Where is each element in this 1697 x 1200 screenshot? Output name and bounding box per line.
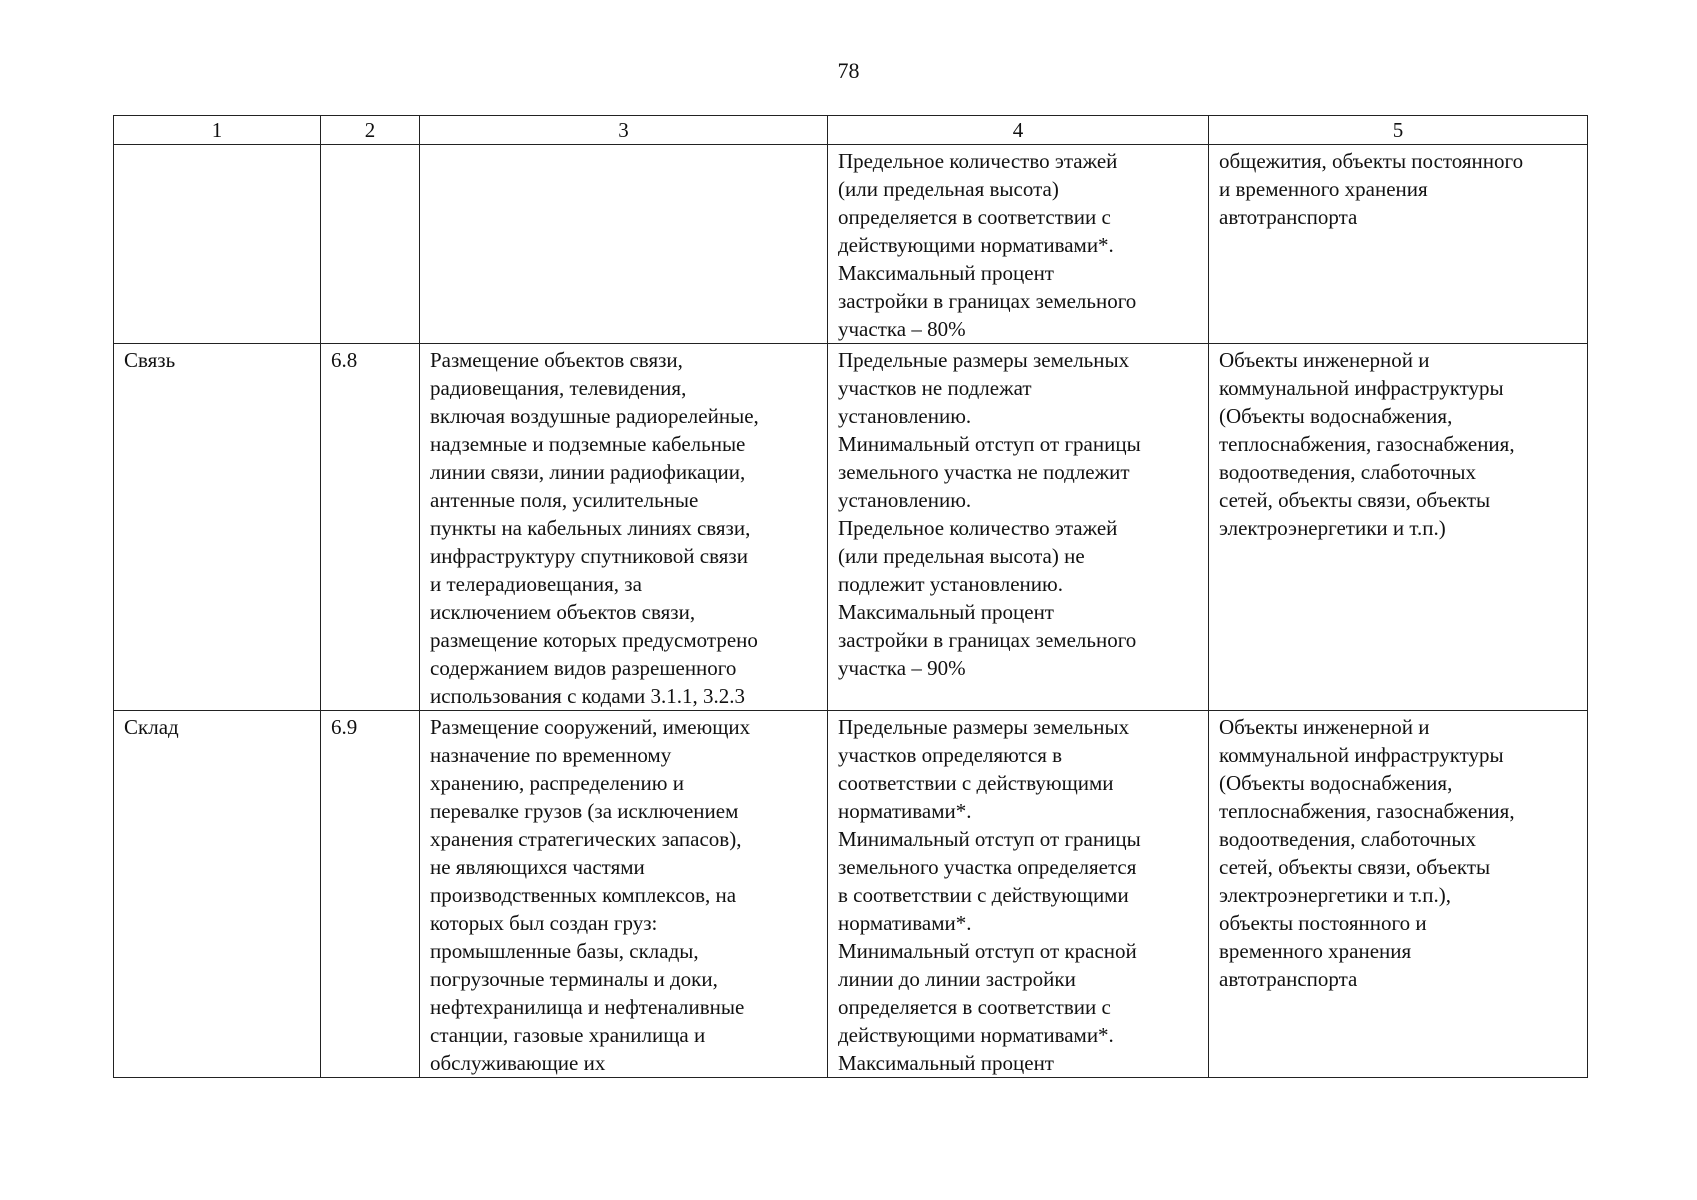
use-name: Склад	[124, 715, 179, 739]
table-header-row	[114, 116, 1588, 145]
use-name: Связь	[124, 348, 176, 372]
use-code-cell	[321, 344, 420, 711]
table-row	[114, 145, 1588, 344]
auxiliary-uses-cell	[1209, 344, 1588, 711]
table-row	[114, 344, 1588, 711]
parameters-text: Предельные размеры земельных участков не подлежат установлению. Минимальный отступ от границы земельного участка не подлежит установлению. Предельное количество этажей (или предельная высота) не подлежит установлению. Максимальный процент застройки в границах земельного участка – 90%	[838, 348, 1141, 680]
column-header-5: 5	[1209, 116, 1588, 145]
parameters-text: Предельные размеры земельных участков определяются в соответствии с действующими нормативами*. Минимальный отступ от границы земельного участка определяется в соответствии с действующими нормативами*. Минимальный отступ от красной линии до линии застройки определяется в соответствии с действующими нормативами*. Максимальный процент	[838, 715, 1141, 1075]
parameters-text: Предельное количество этажей (или предельная высота) определяется в соответствии с действующими нормативами*. Максимальный процент застройки в границах земельного участка – 80%	[838, 149, 1137, 341]
use-code: 6.9	[331, 715, 358, 739]
column-header-1: 1	[114, 116, 321, 145]
auxiliary-uses-cell	[1209, 145, 1588, 344]
page-number: 78	[837, 58, 860, 83]
auxiliary-uses-text: общежития, объекты постоянного и временного хранения автотранспорта	[1219, 149, 1524, 229]
use-name-cell	[114, 344, 321, 711]
parameters-cell	[828, 344, 1209, 711]
column-header-4: 4	[828, 116, 1209, 145]
use-description-cell	[420, 711, 828, 1078]
land-use-table	[113, 115, 1588, 1078]
column-header-2: 2	[321, 116, 420, 145]
use-name-cell	[114, 711, 321, 1078]
parameters-cell	[828, 145, 1209, 344]
use-description-cell	[420, 344, 828, 711]
auxiliary-uses-text: Объекты инженерной и коммунальной инфраструктуры (Объекты водоснабжения, теплоснабжения, газоснабжения, водоотведения, слаботочных сетей, объекты связи, объекты электроэнергетики и т.п.), объекты постоянного и временного хранения автотранспорта	[1219, 715, 1515, 991]
use-name-cell	[114, 145, 321, 344]
use-description-cell	[420, 145, 828, 344]
use-code: 6.8	[331, 348, 358, 372]
table-row	[114, 711, 1588, 1078]
use-code-cell	[321, 145, 420, 344]
use-description: Размещение объектов связи, радиовещания, телевидения, включая воздушные радиорелейные, надземные и подземные кабельные линии связи, линии радиофикации, антенные поля, усилительные пункты на кабельных линиях связи, инфраструктуру спутниковой связи и телерадиовещания, за исключением объектов связи, размещение которых предусмотрено содержанием видов разрешенного использования с кодами 3.1.1, 3.2.3	[430, 348, 759, 708]
parameters-cell	[828, 711, 1209, 1078]
use-description: Размещение сооружений, имеющих назначение по временному хранению, распределению и перевалке грузов (за исключением хранения стратегических запасов), не являющихся частями производственных комплексов, на которых был создан груз: промышленные базы, склады, погрузочные терминалы и доки, нефтехранилища и нефтеналивные станции, газовые хранилища и обслуживающие их	[430, 715, 751, 1075]
column-header-3: 3	[420, 116, 828, 145]
use-code-cell	[321, 711, 420, 1078]
auxiliary-uses-cell	[1209, 711, 1588, 1078]
auxiliary-uses-text: Объекты инженерной и коммунальной инфраструктуры (Объекты водоснабжения, теплоснабжения, газоснабжения, водоотведения, слаботочных сетей, объекты связи, объекты электроэнергетики и т.п.)	[1219, 348, 1515, 540]
